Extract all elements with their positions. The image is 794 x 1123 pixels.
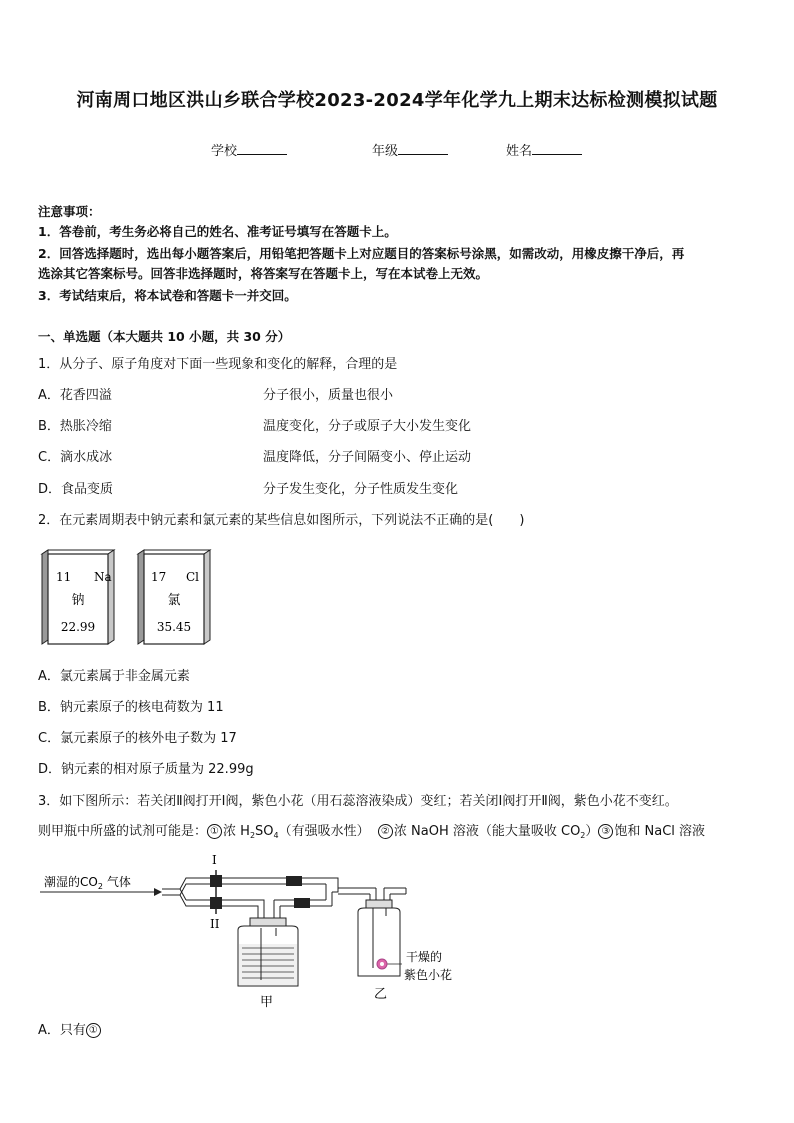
cl-symbol: Cl [186, 570, 200, 584]
page-title: 河南周口地区洪山乡联合学校2023-2024学年化学九上期末达标检测模拟试题 [76, 90, 718, 111]
notice-item-3: 3．考试结束后，将本试卷和答题卡一并交回。 [38, 288, 297, 303]
q3-option-a-prefix: A．只有 [38, 1023, 86, 1038]
connector [286, 876, 302, 886]
q3-item1-a: 浓 H [223, 824, 250, 839]
q2-stem: 2．在元素周期表中钠元素和氯元素的某些信息如图所示，下列说法不正确的是( ) [38, 513, 525, 528]
school-field[interactable] [211, 140, 287, 159]
notice-item-2: 2．回答选择题时，选出每小题答案后，用铅笔把答题卡上对应题目的答案标号涂黑，如需改动，用橡皮擦干净后，再 [38, 246, 685, 261]
q1-option-c[interactable]: C．滴水成冰 [38, 450, 113, 465]
valve-ii[interactable] [210, 892, 222, 914]
flower-label-2: 紫色小花 [404, 968, 453, 982]
q3-item2-sub: 2 [580, 831, 586, 840]
element-card-na [42, 550, 114, 644]
q3-item3: 饱和 NaCl 溶液 [614, 824, 706, 839]
school-label: 学校 [211, 144, 238, 159]
q1-option-c-explain: 温度降低，分子间隔变小、停止运动 [263, 450, 472, 465]
q2-option-a[interactable]: A．氯元素属于非金属元素 [38, 669, 190, 684]
grade-field[interactable] [372, 140, 448, 159]
q3-item2-b: ） [585, 824, 599, 839]
q2-option-b[interactable]: B．钠元素原子的核电荷数为 11 [38, 700, 224, 715]
bottle-jia-label: 甲 [260, 995, 274, 1010]
q1-option-a[interactable]: A．花香四溢 [38, 388, 112, 403]
q2-option-d[interactable]: D．钠元素的相对原子质量为 22.99g [38, 762, 254, 777]
q3-option-a-circled-1: ① [86, 1023, 101, 1038]
notice-item-1: 1．答卷前，考生务必将自己的姓名、准考证号填写在答题卡上。 [38, 224, 397, 239]
apparatus-diagram [38, 848, 478, 1013]
grade-blank[interactable] [398, 142, 448, 155]
bottle-jia [238, 918, 298, 986]
school-blank[interactable] [237, 142, 287, 155]
q3-item1-c: （有强吸水性） [278, 824, 370, 839]
section-heading: 一、单选题（本大题共 10 小题，共 30 分） [38, 329, 291, 344]
q1-option-b[interactable]: B．热胀冷缩 [38, 419, 112, 434]
flower-label-1: 干燥的 [406, 950, 443, 964]
name-blank[interactable] [532, 142, 582, 155]
notice-item-2-cont: 选涂其它答案标号。回答非选择题时，将答案写在答题卡上，写在本试卷上无效。 [38, 266, 489, 281]
bottle-yi-label: 乙 [374, 987, 388, 1002]
cl-name: 氯 [167, 593, 181, 608]
valve-i-label: I [212, 853, 217, 867]
q1-option-b-explain: 温度变化，分子或原子大小发生变化 [263, 419, 472, 434]
q3-item1-sub2: 4 [273, 831, 279, 840]
q3-line2-prefix: 则甲瓶中所盛的试剂可能是： [38, 824, 208, 839]
circled-1: ① [207, 824, 222, 839]
q1-option-d[interactable]: D．食品变质 [38, 482, 114, 497]
q3-line1: 3．如下图所示：若关闭Ⅱ阀打开Ⅰ阀，紫色小花（用石蕊溶液染成）变红；若关闭Ⅰ阀打开Ⅱ阀，紫色小花不变红。 [38, 794, 678, 809]
element-card-cl [138, 550, 210, 644]
flower-center-icon [380, 962, 384, 966]
circled-2: ② [378, 824, 393, 839]
q3-line2 [38, 820, 705, 840]
circled-3: ③ [598, 824, 613, 839]
valve-i[interactable] [210, 870, 222, 892]
q1-option-d-explain: 分子发生变化，分子性质发生变化 [263, 482, 459, 497]
q3-item1-sub1: 2 [249, 831, 256, 840]
na-symbol: Na [94, 570, 112, 584]
cl-mass: 35.45 [156, 620, 192, 634]
q1-option-a-explain: 分子很小，质量也很小 [263, 388, 394, 403]
name-field[interactable] [506, 140, 582, 159]
q3-option-a[interactable] [38, 1019, 102, 1038]
grade-label: 年级 [372, 144, 399, 159]
valve-ii-label: II [210, 917, 220, 931]
gas-label: 潮湿的$CO_2$ 气体 [44, 875, 131, 891]
connector [294, 898, 310, 908]
na-mass: 22.99 [60, 620, 96, 634]
notice-heading: 注意事项： [38, 204, 101, 219]
na-number: 11 [56, 570, 72, 584]
na-name: 钠 [71, 593, 85, 608]
element-cards-figure [38, 548, 218, 648]
cl-number: 17 [151, 570, 167, 584]
q3-item1-b: SO [255, 824, 274, 839]
name-label: 姓名 [506, 144, 533, 159]
q2-option-c[interactable]: C．氯元素原子的核外电子数为 17 [38, 731, 237, 746]
q1-stem: 1．从分子、原子角度对下面一些现象和变化的解释，合理的是 [38, 357, 398, 372]
gas-arrow-head [154, 888, 162, 896]
q3-item2-a: 浓 NaOH 溶液（能大量吸收 CO [393, 824, 581, 839]
